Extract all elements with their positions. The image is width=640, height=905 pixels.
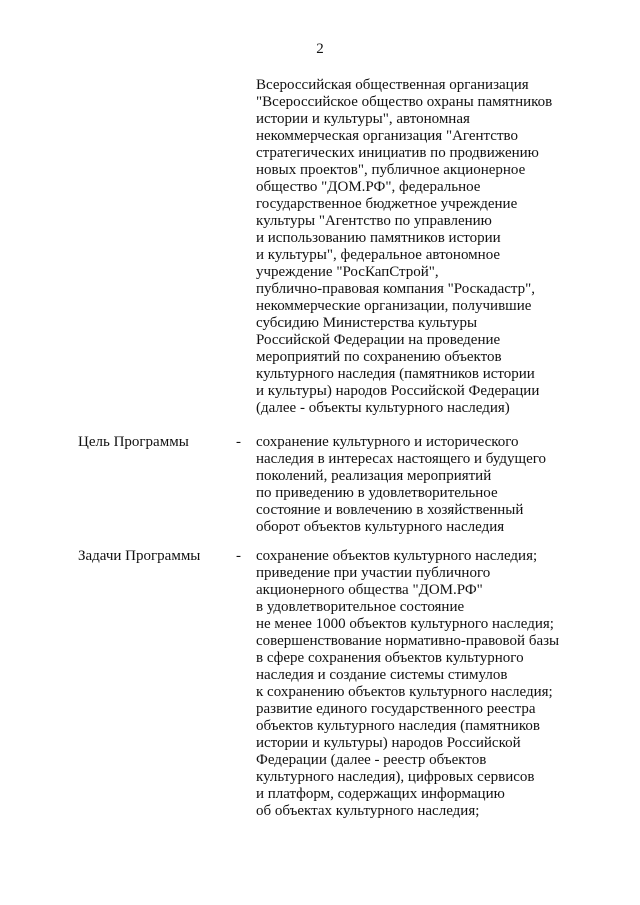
participants-line: мероприятий по сохранению объектов — [256, 349, 502, 365]
tasks-line: Федерации (далее - реестр объектов — [256, 752, 487, 768]
participants-line: субсидию Министерства культуры — [256, 315, 478, 331]
goal-line: наследия в интересах настоящего и будущего — [256, 451, 547, 467]
tasks-line: не менее 1000 объектов культурного наследия; — [256, 616, 554, 632]
goal-line: оборот объектов культурного наследия — [256, 519, 505, 535]
tasks-line: акционерного общества "ДОМ.РФ" — [256, 582, 483, 598]
participants-line: (далее - объекты культурного наследия) — [256, 400, 510, 416]
tasks-line: в удовлетворительное состояние — [256, 599, 465, 615]
goal-line: состояние и вовлечению в хозяйственный — [256, 502, 524, 518]
participants-line: Всероссийская общественная организация — [256, 77, 529, 93]
tasks-line: культурного наследия), цифровых сервисов — [256, 769, 535, 785]
participants-line: общество "ДОМ.РФ", федеральное — [256, 179, 481, 195]
tasks-line: сохранение объектов культурного наследия; — [256, 548, 538, 564]
tasks-dash: - — [236, 548, 241, 564]
participants-line: культуры "Агентство по управлению — [256, 213, 492, 229]
participants-line: стратегических инициатив по продвижению — [256, 145, 539, 161]
tasks-line: совершенствование нормативно-правовой базы — [256, 633, 560, 649]
page-number: 2 — [316, 41, 324, 57]
tasks-line: развитие единого государственного реестра — [256, 701, 536, 717]
tasks-line: истории и культуры) народов Российской — [256, 735, 521, 751]
goal-text — [256, 434, 586, 536]
participants-text — [256, 77, 586, 417]
participants-line: "Всероссийское общество охраны памятников — [256, 94, 553, 110]
goal-label: Цель Программы — [78, 434, 189, 450]
participants-line: и использованию памятников истории — [256, 230, 501, 246]
participants-line: некоммерческая организация "Агентство — [256, 128, 518, 144]
participants-line: публично-правовая компания "Роскадастр", — [256, 281, 536, 297]
participants-line: новых проектов", публичное акционерное — [256, 162, 526, 178]
tasks-label: Задачи Программы — [78, 548, 201, 564]
participants-line: истории и культуры", автономная — [256, 111, 470, 127]
participants-line: культурного наследия (памятников истории — [256, 366, 535, 382]
goal-line: поколений, реализация мероприятий — [256, 468, 492, 484]
goal-line: сохранение культурного и исторического — [256, 434, 519, 450]
goal-line: по приведению в удовлетворительное — [256, 485, 498, 501]
tasks-line: об объектах культурного наследия; — [256, 803, 480, 819]
goal-dash: - — [236, 434, 241, 450]
tasks-line: наследия и создание системы стимулов — [256, 667, 508, 683]
tasks-line: к сохранению объектов культурного наследия; — [256, 684, 553, 700]
tasks-line: и платформ, содержащих информацию — [256, 786, 505, 802]
participants-line: государственное бюджетное учреждение — [256, 196, 518, 212]
tasks-text — [256, 548, 586, 820]
tasks-line: объектов культурного наследия (памятников — [256, 718, 540, 734]
tasks-line: приведение при участии публичного — [256, 565, 491, 581]
participants-line: Российской Федерации на проведение — [256, 332, 501, 348]
tasks-line: в сфере сохранения объектов культурного — [256, 650, 524, 666]
participants-line: и культуры) народов Российской Федерации — [256, 383, 540, 399]
participants-line: некоммерческие организации, получившие — [256, 298, 532, 314]
participants-line: учреждение "РосКапСтрой", — [256, 264, 439, 280]
participants-line: и культуры", федеральное автономное — [256, 247, 501, 263]
